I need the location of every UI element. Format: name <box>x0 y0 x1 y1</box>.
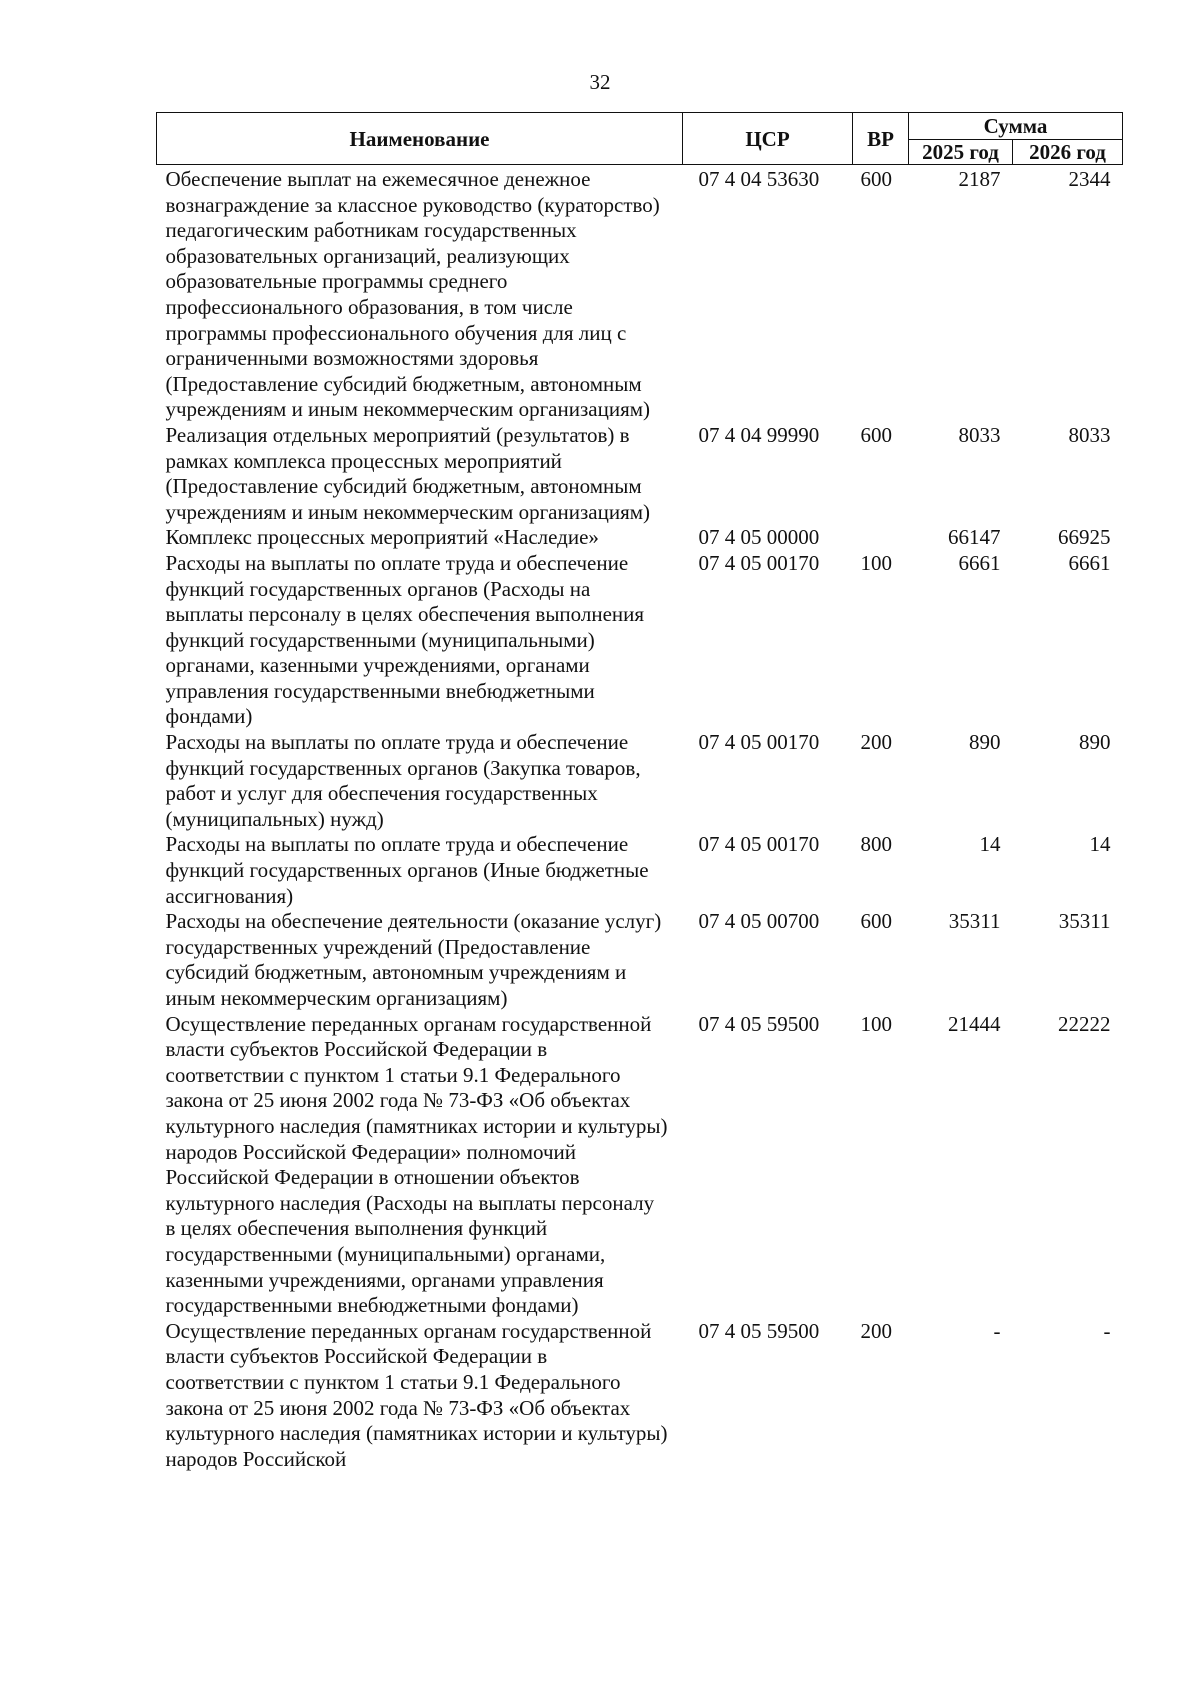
row-amount-2026: 22222 <box>1058 1011 1111 1036</box>
table-row <box>157 525 1123 551</box>
row-amount-2025: 890 <box>969 730 1001 755</box>
row-amount-2026: 66925 <box>1058 525 1111 550</box>
row-csr: 07 4 05 00170 <box>698 832 820 857</box>
row-vr: 100 <box>860 550 892 575</box>
row-csr: 07 4 05 00170 <box>698 550 820 575</box>
row-vr: 200 <box>860 1318 892 1343</box>
page-number: 32 <box>589 70 611 94</box>
header-name: Наименование <box>157 113 683 165</box>
row-name: Обеспечение выплат на ежемесячное денежное вознаграждение за классное руководство (кураторство) педагогическим работникам государственных образовательных организаций, реализующих образовательные программы среднего профессионального образования, в том числе программы профессионального обучения для лиц с ограниченными возможностями здоровья (Предоставление субсидий бюджетным, автономным учреждениям и иным некоммерческим организациям) <box>165 167 660 422</box>
header-year-2026: 2026 год <box>1013 140 1123 165</box>
row-vr: 800 <box>860 832 892 857</box>
row-vr <box>853 525 909 551</box>
row-vr: 100 <box>860 1011 892 1036</box>
table-row <box>157 730 1123 832</box>
row-name: Реализация отдельных мероприятий (результатов) в рамках комплекса процессных мероприятий (Предоставление субсидий бюджетным, автономным учреждениям и иным некоммерческим организациям) <box>165 422 651 524</box>
table-row <box>157 423 1123 525</box>
row-name: Расходы на выплаты по оплате труда и обеспечение функций государственных органов (Закупка товаров, работ и услуг для обеспечения государственных (муниципальных) нужд) <box>165 730 641 831</box>
row-vr: 600 <box>860 909 892 934</box>
table-row <box>157 832 1123 909</box>
row-name: Осуществление переданных органам государственной власти субъектов Российской Федерации в соответствии с пунктом 1 статьи 9.1 Федерального закона от 25 июня 2002 года № 73-ФЗ «Об объектах культурного наследия (памятниках истории и культуры) народов Российской Федерации» полномочий Российской Федерации в отношении объектов культурного наследия (Расходы на выплаты персоналу в целях обеспечения выполнения функций государственными (муниципальными) органами, казенными учреждениями, органами управления государственными внебюджетными фондами) <box>165 1011 668 1318</box>
header-vr: ВР <box>853 113 909 165</box>
table-row <box>157 551 1123 730</box>
row-csr: 07 4 04 99990 <box>698 422 820 447</box>
table-row <box>157 1012 1123 1319</box>
row-amount-2025: 14 <box>979 832 1001 857</box>
table-header <box>157 113 1123 165</box>
row-csr: 07 4 05 00700 <box>698 909 820 934</box>
row-amount-2025: 2187 <box>958 167 1001 191</box>
row-vr: 200 <box>860 730 892 755</box>
row-name: Комплекс процессных мероприятий «Наследие» <box>165 525 599 550</box>
row-amount-2026: 35311 <box>1058 909 1111 934</box>
row-amount-2026: - <box>1103 1318 1111 1343</box>
budget-table <box>156 112 1123 1472</box>
row-amount-2026: 6661 <box>1068 550 1111 575</box>
row-name: Расходы на выплаты по оплате труда и обеспечение функций государственных органов (Расходы на выплаты персоналу в целях обеспечения выполнения функций государственными (муниципальными) органами, казенными учреждениями, органами управления государственными внебюджетными фондами) <box>165 550 645 729</box>
row-vr: 600 <box>860 422 892 447</box>
row-amount-2026: 14 <box>1089 832 1111 857</box>
row-name: Расходы на обеспечение деятельности (оказание услуг) государственных учреждений (Предоставление субсидий бюджетным, автономным учреждениям и иным некоммерческим организациям) <box>165 909 662 1010</box>
table-row <box>157 1319 1123 1473</box>
row-csr: 07 4 05 59500 <box>698 1318 820 1343</box>
header-year-2025: 2025 год <box>909 140 1013 165</box>
row-amount-2025: 8033 <box>958 422 1001 447</box>
row-amount-2025: 35311 <box>948 909 1001 934</box>
row-amount-2025: 6661 <box>958 550 1001 575</box>
row-amount-2025: - <box>993 1318 1001 1343</box>
row-name: Осуществление переданных органам государственной власти субъектов Российской Федерации в соответствии с пунктом 1 статьи 9.1 Федерального закона от 25 июня 2002 года № 73-ФЗ «Об объектах культурного наследия (памятниках истории и культуры) народов Российской <box>165 1318 668 1471</box>
row-amount-2026: 890 <box>1079 730 1111 755</box>
row-csr: 07 4 05 00170 <box>698 730 820 755</box>
row-vr: 600 <box>860 167 892 191</box>
row-name: Расходы на выплаты по оплате труда и обеспечение функций государственных органов (Иные бюджетные ассигнования) <box>165 832 649 908</box>
row-csr: 07 4 04 53630 <box>698 167 820 191</box>
table-row <box>157 909 1123 1011</box>
row-amount-2025: 21444 <box>948 1011 1001 1036</box>
header-csr: ЦСР <box>683 113 853 165</box>
row-amount-2026: 2344 <box>1068 167 1111 191</box>
table-row <box>157 165 1123 423</box>
row-csr: 07 4 05 59500 <box>698 1011 820 1036</box>
row-amount-2025: 66147 <box>948 525 1001 550</box>
row-csr: 07 4 05 00000 <box>698 525 820 550</box>
table-body <box>157 165 1123 1473</box>
row-amount-2026: 8033 <box>1068 422 1111 447</box>
header-sum: Сумма <box>909 113 1123 140</box>
